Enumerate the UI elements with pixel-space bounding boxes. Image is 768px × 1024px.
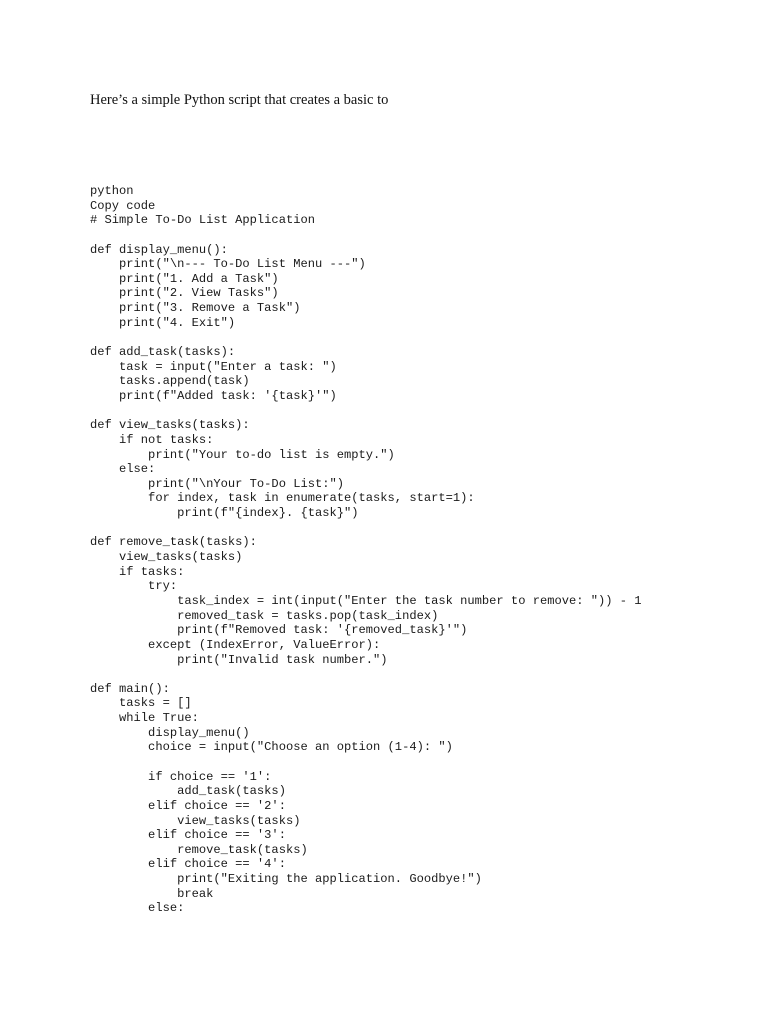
code-line: def main(): [90, 681, 170, 696]
code-line: Copy code [90, 198, 156, 213]
code-line: if tasks: [90, 564, 185, 579]
code-line: python [90, 184, 134, 198]
code-block [90, 184, 642, 916]
code-line: else: [90, 462, 156, 477]
code-line: def view_tasks(tasks): [90, 418, 250, 433]
code-line: print("2. View Tasks") [90, 286, 279, 301]
code-line: print(f"Removed task: '{removed_task}'") [90, 623, 468, 638]
code-line: removed_task = tasks.pop(task_index) [90, 608, 439, 623]
code-line: def display_menu(): [90, 242, 228, 257]
code-line [90, 330, 642, 345]
code-line: print("Invalid task number.") [90, 652, 388, 667]
code-line: task_index = int(input("Enter the task number to remove: ")) - 1 [90, 593, 642, 608]
code-line: if not tasks: [90, 432, 214, 447]
code-line: view_tasks(tasks) [90, 813, 301, 828]
code-line: def add_task(tasks): [90, 345, 236, 360]
code-line: print(f"Added task: '{task}'") [90, 388, 337, 403]
code-line: task = input("Enter a task: ") [90, 359, 337, 374]
code-line: break [90, 886, 214, 901]
code-line: print("4. Exit") [90, 315, 236, 330]
code-line: except (IndexError, ValueError): [90, 637, 381, 652]
code-line: remove_task(tasks) [90, 842, 308, 857]
code-line: elif choice == '2': [90, 798, 286, 813]
code-line: tasks = [] [90, 696, 192, 711]
code-line: choice = input("Choose an option (1-4): ") [90, 740, 453, 755]
code-line: try: [90, 579, 178, 594]
code-line: else: [90, 901, 185, 916]
code-line: def remove_task(tasks): [90, 535, 257, 550]
intro-paragraph: Here’s a simple Python script that creates a basic to [90, 92, 389, 108]
code-line [90, 228, 642, 243]
code-line: print(f"{index}. {task}") [90, 506, 359, 521]
code-line [90, 521, 642, 536]
code-line: while True: [90, 711, 199, 726]
code-line: print("\nYour To-Do List:") [90, 476, 345, 491]
code-line: view_tasks(tasks) [90, 550, 243, 565]
code-line [90, 667, 642, 682]
code-line: print("\n--- To-Do List Menu ---") [90, 257, 366, 272]
code-line [90, 755, 642, 770]
code-line: if choice == '1': [90, 769, 272, 784]
code-line: display_menu() [90, 725, 250, 740]
code-line: print("3. Remove a Task") [90, 301, 301, 316]
code-line: add_task(tasks) [90, 784, 286, 799]
code-line: tasks.append(task) [90, 374, 250, 389]
code-line: for index, task in enumerate(tasks, start=1): [90, 491, 475, 506]
code-line: print("1. Add a Task") [90, 271, 279, 286]
code-line: elif choice == '3': [90, 828, 286, 843]
code-line: print("Exiting the application. Goodbye!") [90, 872, 482, 887]
code-line [90, 404, 642, 419]
code-line: print("Your to-do list is empty.") [90, 447, 395, 462]
code-line: elif choice == '4': [90, 857, 286, 872]
code-line: # Simple To-Do List Application [90, 213, 315, 228]
